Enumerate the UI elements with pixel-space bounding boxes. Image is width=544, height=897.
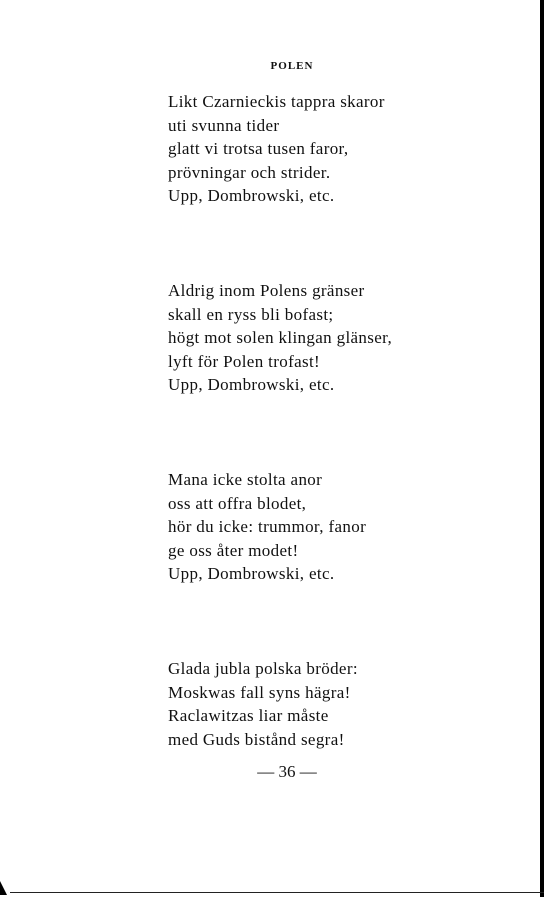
verse-line: högt mot solen klingan glänser, [168,328,393,347]
verse-line: Glada jubla polska bröder: [168,659,358,678]
verse-line: Raclawitzas liar måste [168,706,329,725]
verse-line: uti svunna tider [168,115,280,135]
stanza [168,657,358,751]
verse-line: Moskwas fall syns hägra! [168,682,351,702]
page-edge-border [540,0,544,897]
verse-line: ge oss åter modet! [168,540,299,560]
verse-line: skall en ryss bli bofast; [168,304,334,324]
verse-line: prövningar och strider. [168,162,331,182]
verse-line: lyft för Polen trofast! [168,351,321,371]
verse-line: med Guds bistånd segra! [168,729,345,749]
refrain-line: Upp, Dombrowski, etc. [168,186,335,205]
running-header: POLEN [270,60,314,72]
verse-line: Mana icke stolta anor [168,470,323,489]
refrain-line: Upp, Dombrowski, etc. [168,564,335,583]
stanza [168,90,385,208]
page-number: — 36 — [257,762,317,781]
stanza [168,468,366,586]
corner-scan-mark [0,881,7,895]
verse-line: oss att offra blodet, [168,493,307,513]
verse-line: hör du icke: trummor, fanor [168,517,367,536]
stanza [168,279,392,397]
verse-line: Likt Czarnieckis tappra skaror [168,92,385,111]
verse-line: glatt vi trotsa tusen faror, [168,139,349,158]
bottom-page-edge [10,892,544,893]
verse-line: Aldrig inom Polens gränser [168,281,365,300]
refrain-line: Upp, Dombrowski, etc. [168,375,335,394]
